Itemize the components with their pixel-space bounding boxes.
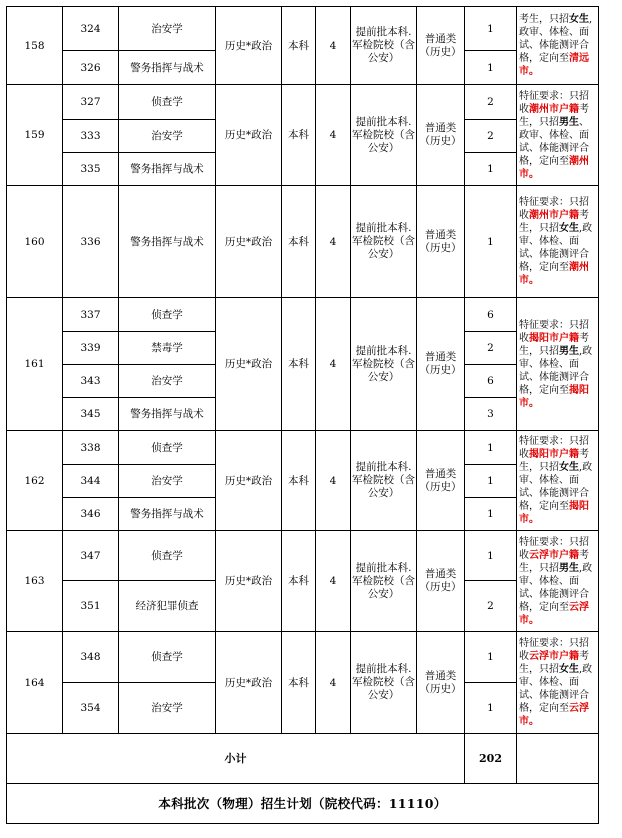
- study-years: 4: [316, 298, 351, 431]
- table-row: [7, 85, 599, 120]
- major-code: 336: [63, 186, 119, 298]
- category-type: 普通类（历史）: [417, 7, 465, 85]
- req-destination: 潮州市。: [519, 155, 589, 180]
- subject-requirement: 历史*政治: [216, 531, 282, 632]
- study-years: 4: [316, 186, 351, 298]
- row-seq-number: 161: [7, 298, 63, 431]
- major-name: 侦查学: [119, 531, 216, 581]
- category-type: 普通类（历史）: [417, 85, 465, 186]
- plan-count: 1: [465, 531, 517, 581]
- req-destination: 清远市。: [519, 53, 589, 77]
- major-name: 治安学: [119, 365, 216, 398]
- plan-count: 1: [465, 632, 517, 683]
- major-code: 346: [63, 498, 119, 531]
- major-code: 345: [63, 398, 119, 431]
- subject-requirement: 历史*政治: [216, 7, 282, 85]
- req-city: 云浮市户籍: [529, 651, 579, 662]
- admission-batch: 提前批本科.军检院校（含公安）: [351, 186, 417, 298]
- major-code: 327: [63, 85, 119, 120]
- major-name: 警务指挥与战术: [119, 153, 216, 186]
- req-city: 云浮市户籍: [529, 549, 579, 561]
- admission-batch: 提前批本科.军检院校（含公安）: [351, 298, 417, 431]
- education-level: 本科: [282, 298, 316, 431]
- req-post: ,政审、体检、面试、体能测评合格，定向至: [519, 562, 593, 613]
- category-type: 普通类（历史）: [417, 632, 465, 734]
- req-gender-suffix: 生: [569, 562, 579, 574]
- subtotal-value: 202: [465, 734, 517, 784]
- plan-count: 1: [465, 186, 517, 298]
- education-level: 本科: [282, 186, 316, 298]
- major-name: 治安学: [119, 465, 216, 498]
- major-code: 333: [63, 120, 119, 153]
- req-gender: 男: [559, 562, 569, 574]
- admission-batch: 提前批本科.军检院校（含公安）: [351, 632, 417, 734]
- req-prefix: 特征要求：只招收: [519, 638, 589, 662]
- table-body: [7, 7, 599, 824]
- row-seq-number: 164: [7, 632, 63, 734]
- subtotal-row: [7, 734, 599, 784]
- req-prefix: 特征要求：只招收: [519, 319, 589, 344]
- major-code: 348: [63, 632, 119, 683]
- req-post: 、政审、体检、面试、体能测评合格，定向至: [519, 116, 589, 167]
- category-type: 普通类（历史）: [417, 531, 465, 632]
- req-gender: 女: [569, 14, 579, 25]
- admission-batch: 提前批本科.军检院校（含公安）: [351, 531, 417, 632]
- req-city: 揭阳市户籍: [529, 332, 579, 344]
- req-gender-suffix: 生: [569, 664, 579, 675]
- subject-requirement: 历史*政治: [216, 85, 282, 186]
- req-gender-suffix: 生: [579, 14, 589, 25]
- req-prefix: 特征要求：只招收: [519, 197, 589, 221]
- education-level: 本科: [282, 431, 316, 531]
- major-code: 354: [63, 683, 119, 734]
- plan-count: 1: [465, 683, 517, 734]
- plan-count: 2: [465, 332, 517, 365]
- major-name: 警务指挥与战术: [119, 398, 216, 431]
- table-row: [7, 632, 599, 683]
- category-type: 普通类（历史）: [417, 431, 465, 531]
- plan-count: 1: [465, 51, 517, 85]
- req-mid: 考生，只招: [519, 549, 589, 574]
- major-code: 344: [63, 465, 119, 498]
- study-years: 4: [316, 632, 351, 734]
- req-post: ,政审、体检、面试、体能测评合格，定向至: [519, 664, 593, 714]
- major-code: 347: [63, 531, 119, 581]
- req-city: 潮州市户籍: [529, 210, 579, 221]
- req-mid: 考生，只招: [519, 14, 569, 25]
- plan-count: 2: [465, 85, 517, 120]
- section-title-row: [7, 784, 599, 824]
- study-years: 4: [316, 7, 351, 85]
- subject-requirement: 历史*政治: [216, 431, 282, 531]
- education-level: 本科: [282, 7, 316, 85]
- major-code: 339: [63, 332, 119, 365]
- req-gender-suffix: 生: [569, 462, 579, 473]
- subject-requirement: 历史*政治: [216, 632, 282, 734]
- table-row: [7, 186, 599, 298]
- special-requirement: [517, 186, 599, 298]
- study-years: 4: [316, 431, 351, 531]
- req-city: 潮州市户籍: [529, 103, 579, 115]
- plan-count: 1: [465, 7, 517, 51]
- req-prefix: 特征要求：只招收: [519, 90, 589, 115]
- req-prefix: 特征要求：只招收: [519, 436, 589, 460]
- req-gender: 女: [559, 223, 569, 234]
- category-type: 普通类（历史）: [417, 186, 465, 298]
- subtotal-empty: [517, 734, 599, 784]
- row-seq-number: 158: [7, 7, 63, 85]
- major-code: 324: [63, 7, 119, 51]
- major-code: 338: [63, 431, 119, 465]
- req-destination: 潮州市。: [519, 262, 589, 286]
- plan-count: 2: [465, 581, 517, 632]
- admission-batch: 提前批本科.军检院校（含公安）: [351, 85, 417, 186]
- special-requirement: [517, 85, 599, 186]
- req-post: ,政审、体检、面试、体能测评合格，定向至: [519, 462, 593, 512]
- major-name: 警务指挥与战术: [119, 498, 216, 531]
- table-row: [7, 531, 599, 581]
- req-post: ,政审、体检、面试、体能测评合格，定向至: [519, 345, 593, 396]
- req-destination: 揭阳市。: [519, 501, 589, 525]
- major-code: 326: [63, 51, 119, 85]
- major-code: 337: [63, 298, 119, 332]
- req-mid: 考生，只招: [519, 332, 589, 357]
- special-requirement: [517, 298, 599, 431]
- major-name: 警务指挥与战术: [119, 186, 216, 298]
- category-type: 普通类（历史）: [417, 298, 465, 431]
- section-title: 本科批次（物理）招生计划（院校代码：11110）: [7, 784, 599, 824]
- special-requirement: [517, 531, 599, 632]
- special-requirement: [517, 7, 599, 85]
- major-name: 侦查学: [119, 431, 216, 465]
- subtotal-label: 小计: [7, 734, 465, 784]
- row-seq-number: 159: [7, 85, 63, 186]
- subject-requirement: 历史*政治: [216, 186, 282, 298]
- req-destination: 云浮市。: [519, 601, 589, 626]
- plan-count: 1: [465, 465, 517, 498]
- req-mid: 考生，只招: [519, 449, 589, 473]
- admission-plan-table: [6, 6, 599, 824]
- req-gender-suffix: 生: [569, 223, 579, 234]
- special-requirement: [517, 431, 599, 531]
- major-name: 警务指挥与战术: [119, 51, 216, 85]
- row-seq-number: 163: [7, 531, 63, 632]
- major-name: 经济犯罪侦查: [119, 581, 216, 632]
- req-gender: 女: [559, 664, 569, 675]
- education-level: 本科: [282, 85, 316, 186]
- major-name: 侦查学: [119, 298, 216, 332]
- study-years: 4: [316, 531, 351, 632]
- major-name: 治安学: [119, 7, 216, 51]
- education-level: 本科: [282, 531, 316, 632]
- subject-requirement: 历史*政治: [216, 298, 282, 431]
- special-requirement: [517, 632, 599, 734]
- req-gender: 男: [559, 116, 569, 128]
- major-name: 侦查学: [119, 632, 216, 683]
- req-post: ,政审、体检、面试、体能测评合格，定向至: [519, 223, 593, 273]
- table-row: [7, 7, 599, 51]
- req-post: ,政审、体检、面试、体能测评合格，定向至: [519, 14, 593, 64]
- table-row: [7, 431, 599, 465]
- major-name: 侦查学: [119, 85, 216, 120]
- plan-count: 1: [465, 431, 517, 465]
- req-gender-suffix: 生: [569, 345, 579, 357]
- req-destination: 揭阳市。: [519, 384, 589, 409]
- req-prefix: 特征要求：只招收: [519, 536, 589, 561]
- plan-count: 6: [465, 298, 517, 332]
- plan-count: 2: [465, 120, 517, 153]
- admission-batch: 提前批本科.军检院校（含公安）: [351, 431, 417, 531]
- row-seq-number: 160: [7, 186, 63, 298]
- admission-batch: 提前批本科.军检院校（含公安）: [351, 7, 417, 85]
- major-code: 343: [63, 365, 119, 398]
- major-name: 禁毒学: [119, 332, 216, 365]
- plan-count: 1: [465, 498, 517, 531]
- req-city: 揭阳市户籍: [529, 449, 579, 460]
- major-code: 335: [63, 153, 119, 186]
- major-code: 351: [63, 581, 119, 632]
- study-years: 4: [316, 85, 351, 186]
- plan-count: 3: [465, 398, 517, 431]
- req-gender: 男: [559, 345, 569, 357]
- plan-count: 1: [465, 153, 517, 186]
- row-seq-number: 162: [7, 431, 63, 531]
- table-row: [7, 298, 599, 332]
- req-mid: 考生，只招: [519, 651, 589, 675]
- req-mid: 考生，只招: [519, 210, 589, 234]
- plan-count: 6: [465, 365, 517, 398]
- major-name: 治安学: [119, 120, 216, 153]
- req-destination: 云浮市。: [519, 703, 589, 727]
- req-gender: 女: [559, 462, 569, 473]
- req-mid: 考生，只招: [519, 103, 589, 128]
- major-name: 治安学: [119, 683, 216, 734]
- education-level: 本科: [282, 632, 316, 734]
- req-gender-suffix: 生: [569, 116, 579, 128]
